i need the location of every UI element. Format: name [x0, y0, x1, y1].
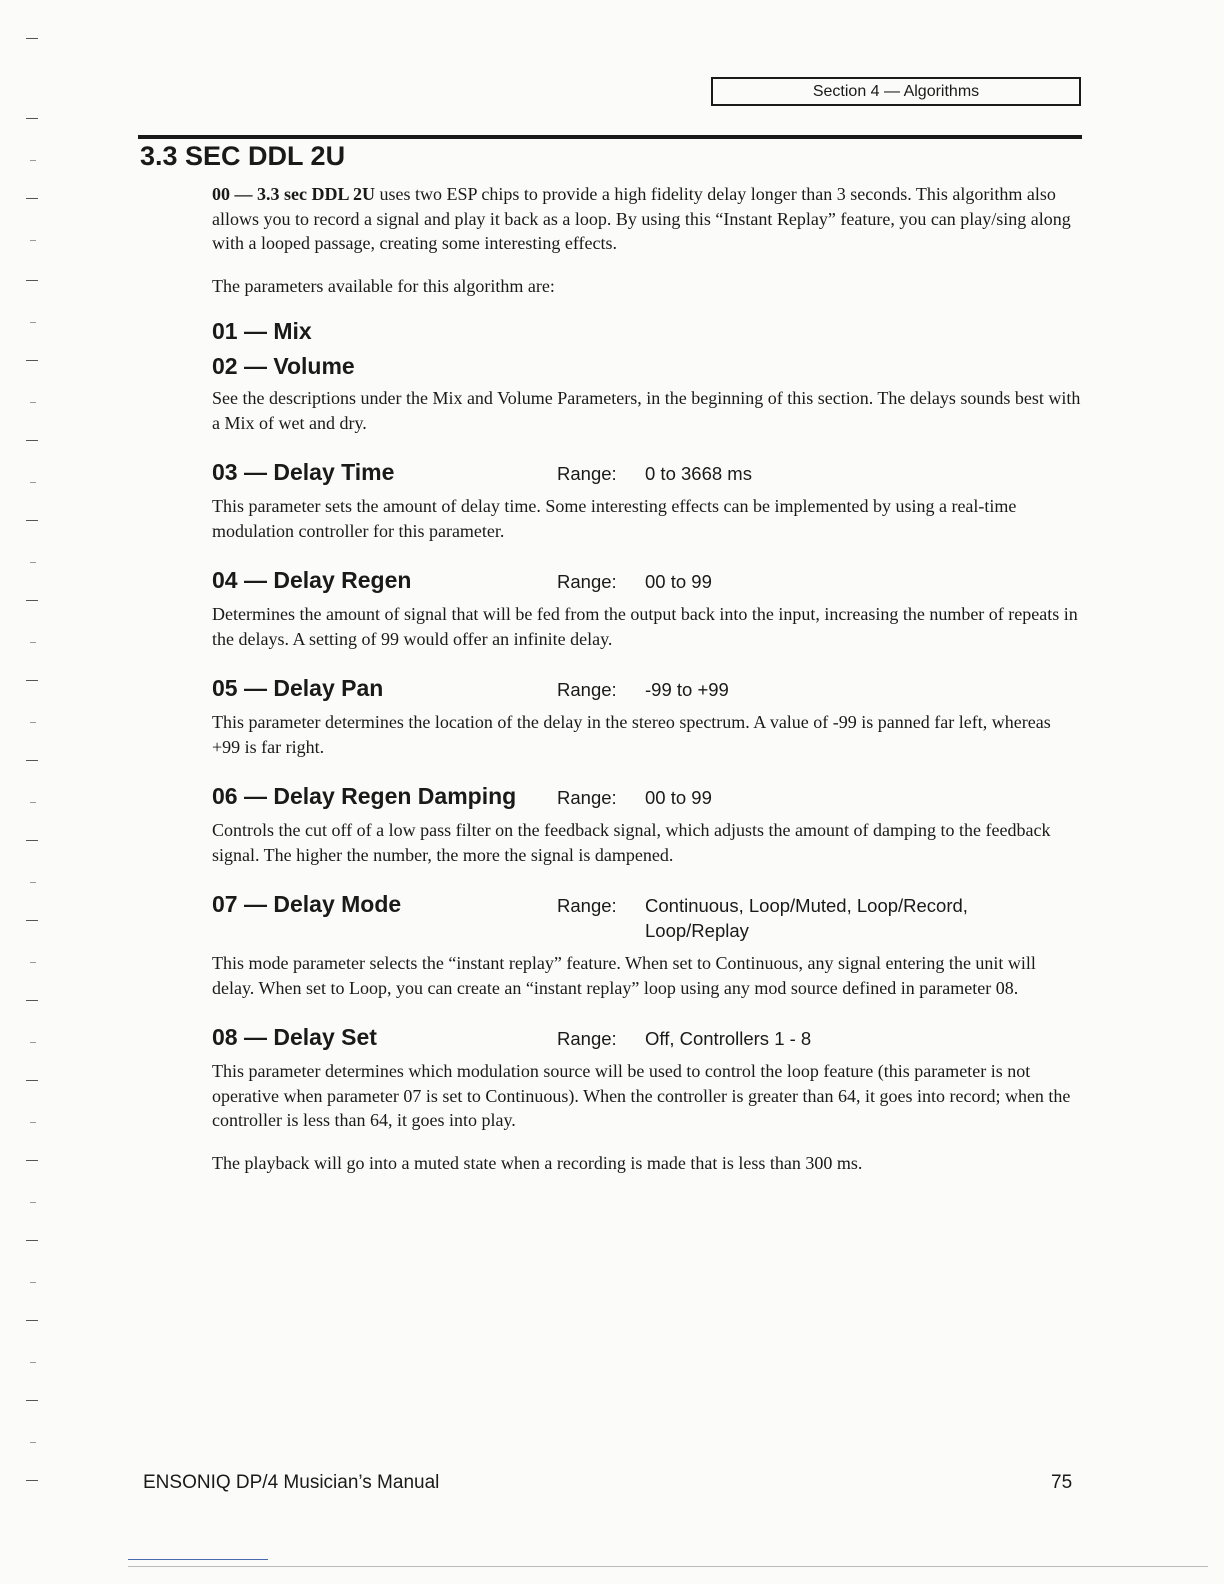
main-content: [212, 182, 1082, 1175]
title-rule: [138, 135, 1082, 139]
param-08-description: This parameter determines which modulation source will be used to control the loop feature (this parameter is not operative when parameter 07 is set to Continuous). When the controller is greater than 64, it goes into record; when the controller is less than 64, it goes into play.: [212, 1061, 1071, 1130]
footer-manual-title: ENSONIQ DP/4 Musician’s Manual: [143, 1472, 440, 1493]
param-03-range-label: Range:: [557, 463, 617, 484]
param-07-range-line2: Loop/Replay: [645, 920, 749, 941]
intro-text: uses two ESP chips to provide a high fidelity delay longer than 3 seconds. This algorithm also allows you to record a signal and play it back as a loop. By using this “Instant Replay” feature, you can play/sing along with a looped passage, creating some interesting effects.: [212, 184, 1071, 253]
param-05-range-label: Range:: [557, 679, 617, 700]
param-08-range-label: Range:: [557, 1028, 617, 1049]
param-03-heading: [212, 459, 1082, 486]
param-07-range-label: Range:: [557, 895, 617, 916]
param-03-description: This parameter sets the amount of delay time. Some interesting effects can be implemented by using a real-time modulation controller for this parameter.: [212, 496, 1017, 541]
param-07-heading: [212, 891, 1082, 943]
binding-margin-marks: [26, 30, 40, 1510]
footer-page-number: 75: [1051, 1472, 1073, 1493]
params-intro: The parameters available for this algorithm are:: [212, 275, 555, 296]
param-06-description: Controls the cut off of a low pass filter on the feedback signal, which adjusts the amount of damping to the feedback signal. The higher the number, the more the signal is dampened.: [212, 820, 1051, 865]
section-header-box: [711, 77, 1081, 106]
param-06-heading: [212, 783, 1082, 810]
param-04-heading: [212, 567, 1082, 594]
param-08-name: 08 — Delay Set: [212, 1024, 377, 1050]
param-04-description: Determines the amount of signal that will be fed from the output back into the input, increasing the number of repeats in the delays. A setting of 99 would offer an infinite delay.: [212, 604, 1078, 649]
param-06-name: 06 — Delay Regen Damping: [212, 783, 517, 809]
scan-edge-mark: [128, 1559, 268, 1560]
param-02-description: See the descriptions under the Mix and Volume Parameters, in the beginning of this section. The delays sounds best with a Mix of wet and dry.: [212, 388, 1081, 433]
param-05-name: 05 — Delay Pan: [212, 675, 384, 701]
param-08-heading: [212, 1024, 1082, 1051]
param-06-range-value: 00 to 99: [645, 787, 712, 808]
param-07-name: 07 — Delay Mode: [212, 891, 402, 917]
param-07-range-line1: Continuous, Loop/Muted, Loop/Record,: [645, 895, 968, 916]
param-03-name: 03 — Delay Time: [212, 459, 395, 485]
param-03-range-value: 0 to 3668 ms: [645, 463, 752, 484]
param-07-description: This mode parameter selects the “instant replay” feature. When set to Continuous, any signal entering the unit will delay. When set to Loop, you can create an “instant replay” loop using any mod source defined in parameter 08.: [212, 953, 1036, 998]
intro-paragraph: [212, 182, 1082, 256]
page-title: 3.3 SEC DDL 2U: [140, 141, 346, 171]
param-08-range-value: Off, Controllers 1 - 8: [645, 1028, 812, 1049]
param-05-range-value: -99 to +99: [645, 679, 729, 700]
section-label: Section 4 — Algorithms: [812, 82, 980, 100]
intro-lead: 00 — 3.3 sec DDL 2U: [212, 184, 375, 204]
param-04-name: 04 — Delay Regen: [212, 567, 412, 593]
closing-note: The playback will go into a muted state when a recording is made that is less than 300 ms.: [212, 1152, 863, 1173]
param-07-range-value: [645, 893, 968, 943]
scan-edge-line: [128, 1566, 1208, 1567]
param-04-range-label: Range:: [557, 571, 617, 592]
param-06-range-label: Range:: [557, 787, 617, 808]
param-01-heading: 01 — Mix: [212, 318, 312, 344]
param-05-heading: [212, 675, 1082, 702]
param-04-range-value: 00 to 99: [645, 571, 712, 592]
param-05-description: This parameter determines the location of the delay in the stereo spectrum. A value of -99 is panned far left, whereas +99 is far right.: [212, 712, 1051, 757]
param-02-heading: 02 — Volume: [212, 353, 355, 379]
